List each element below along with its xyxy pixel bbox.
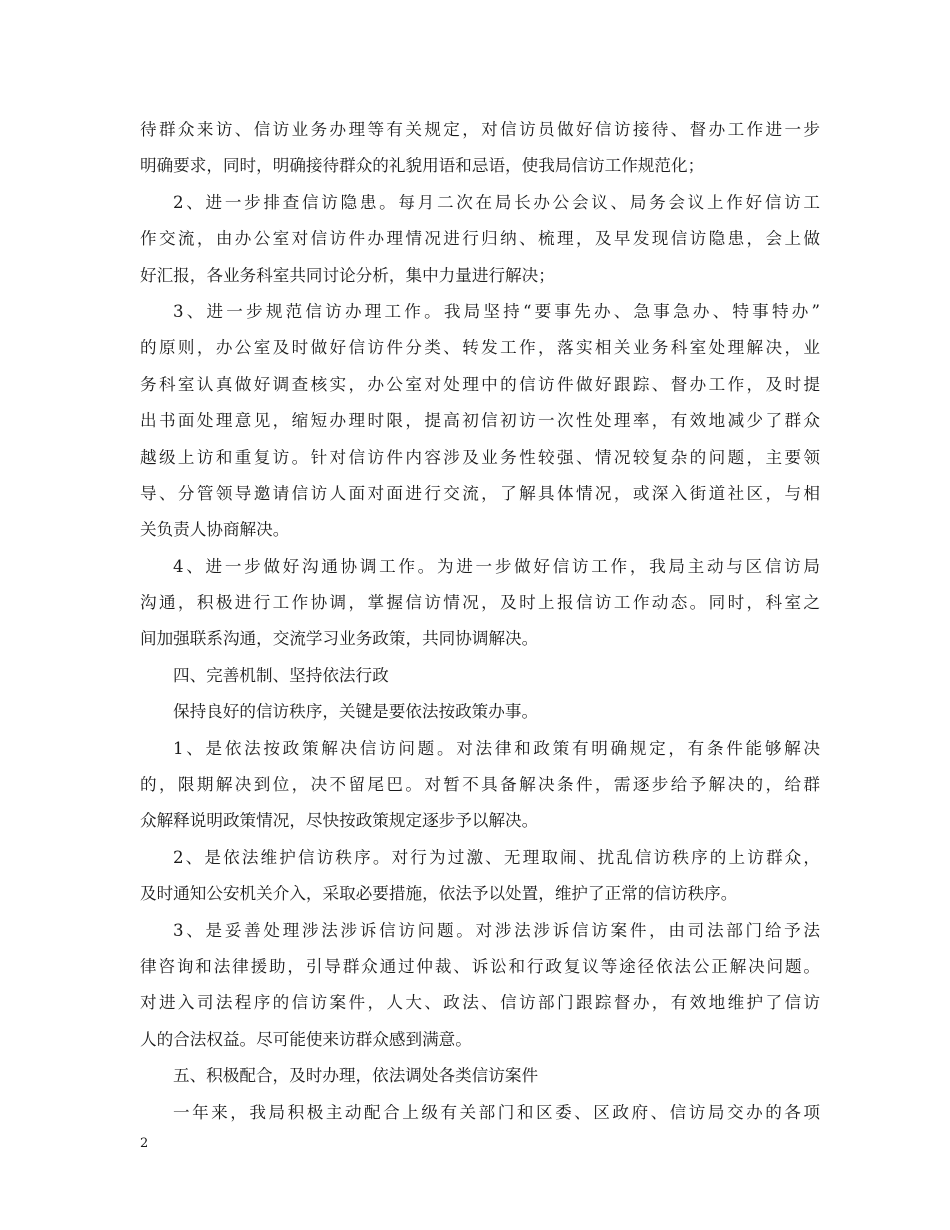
- text-line: 明确要求，同时，明确接待群众的礼貌用语和忌语，使我局信访工作规范化；: [140, 156, 705, 176]
- text-line: 一年来，我局积极主动配合上级有关部门和区委、区政府、信访局交办的各项: [173, 1102, 820, 1122]
- page-number: 2: [140, 1136, 149, 1151]
- text-line: 沟通，积极进行工作协调，掌握信访情况，及时上报信访工作动态。同时，科室之: [140, 593, 820, 613]
- text-line: 的原则，办公室及时做好信访件分类、转发工作，落实相关业务科室处理解决，业: [140, 338, 820, 358]
- document-body: [140, 112, 820, 1131]
- text-line: 律咨询和法律援助，引导群众通过仲裁、诉讼和行政复议等途径依法公正解决问题。: [140, 956, 820, 976]
- text-line: 保持良好的信访秩序，关键是要依法按政策办事。: [173, 702, 539, 722]
- text-line: 2、进一步排查信访隐患。每月二次在局长办公会议、局务会议上作好信访工: [173, 192, 820, 212]
- text-line: 4、进一步做好沟通协调工作。为进一步做好信访工作，我局主动与区信访局: [173, 556, 820, 576]
- text-line: 间加强联系沟通，交流学习业务政策，共同协调解决。: [140, 629, 539, 649]
- text-line: 1、是依法按政策解决信访问题。对法律和政策有明确规定，有条件能够解决: [173, 738, 820, 758]
- text-line: 3、是妥善处理涉法涉诉信访问题。对涉法涉诉信访案件，由司法部门给予法: [173, 920, 820, 940]
- text-line: 出书面处理意见，缩短办理时限，提高初信初访一次性处理率，有效地减少了群众: [140, 411, 820, 431]
- text-line: 好汇报，各业务科室共同讨论分析，集中力量进行解决；: [140, 265, 555, 285]
- text-line: 3、进一步规范信访办理工作。我局坚持“要事先办、急事急办、特事特办”: [173, 301, 820, 321]
- text-line: 及时通知公安机关介入，采取必要措施，依法予以处置，维护了正常的信访秩序。: [140, 884, 738, 904]
- text-line: 作交流，由办公室对信访件办理情况进行归纳、梳理，及早发现信访隐患，会上做: [140, 229, 820, 249]
- text-line: 待群众来访、信访业务办理等有关规定，对信访员做好信访接待、督办工作进一步: [140, 120, 820, 139]
- text-line: 众解释说明政策情况，尽快按政策规定逐步予以解决。: [140, 811, 539, 831]
- text-line: 四、完善机制、坚持依法行政: [173, 665, 389, 685]
- text-line: 越级上访和重复访。针对信访件内容涉及业务性较强、情况较复杂的问题，主要领: [140, 447, 820, 467]
- text-line: 五、积极配合，及时办理，依法调处各类信访案件: [173, 1066, 539, 1086]
- text-line: 2、是依法维护信访秩序。对行为过激、无理取闹、扰乱信访秩序的上访群众，: [173, 847, 820, 867]
- text-line: 对进入司法程序的信访案件，人大、政法、信访部门跟踪督办，有效地维护了信访: [140, 993, 820, 1013]
- text-line: 人的合法权益。尽可能使来访群众感到满意。: [140, 1029, 472, 1049]
- text-line: 务科室认真做好调查核实，办公室对处理中的信访件做好跟踪、督办工作，及时提: [140, 374, 820, 394]
- text-line: 的，限期解决到位，决不留尾巴。对暂不具备解决条件，需逐步给予解决的，给群: [140, 775, 820, 795]
- text-line: 导、分管领导邀请信访人面对面进行交流，了解具体情况，或深入街道社区，与相: [140, 483, 820, 503]
- text-line: 关负责人协商解决。: [140, 520, 290, 540]
